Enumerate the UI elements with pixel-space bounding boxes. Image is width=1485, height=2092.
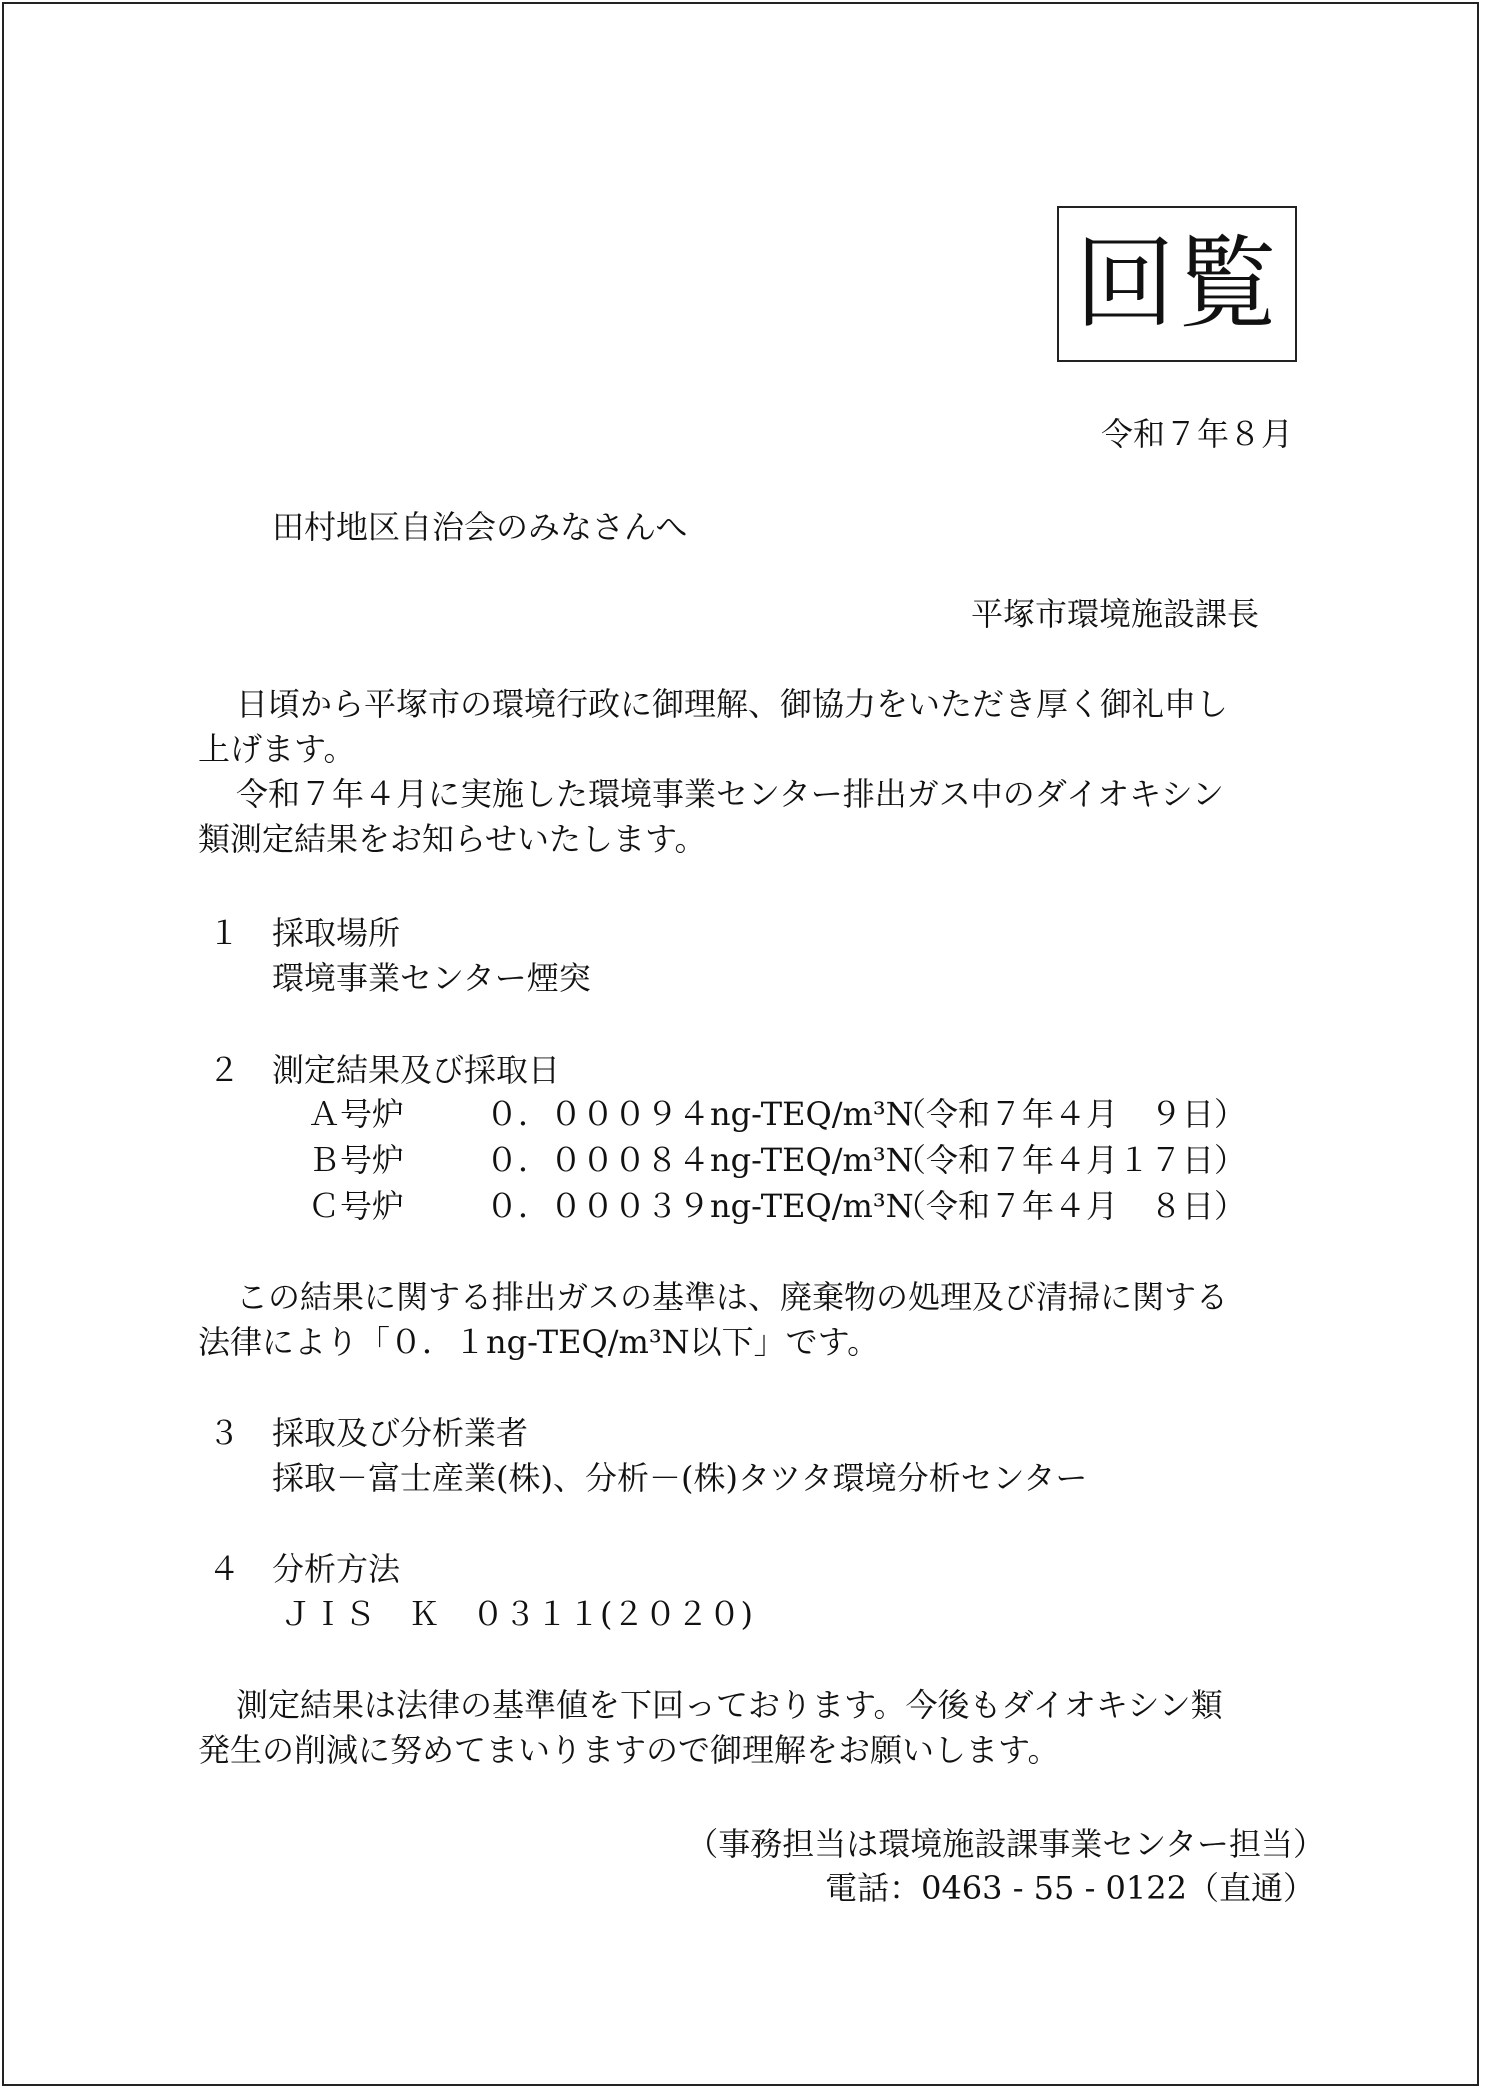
furnace-c-date: （令和７年４月 ８日） xyxy=(894,1187,1247,1225)
section-3-number: ３ xyxy=(208,1414,241,1452)
document-date: 令和７年８月 xyxy=(1100,415,1293,453)
section-4-content: ＪＩＳ Ｋ ０３１１(２０２０) xyxy=(280,1595,753,1633)
intro-line-2: 上げます。 xyxy=(198,730,356,768)
section-3-content: 採取－富士産業(株)、分析－(株)タツタ環境分析センター xyxy=(272,1459,1088,1497)
recipient: 田村地区自治会のみなさんへ xyxy=(272,508,688,546)
sender: 平塚市環境施設課長 xyxy=(970,595,1259,633)
section-3-heading: 採取及び分析業者 xyxy=(272,1414,529,1452)
furnace-b-value: ０．０００８４ng-TEQ/m³N xyxy=(486,1141,914,1179)
section-1-number: １ xyxy=(208,914,241,952)
standard-line-2: 法律により「０．１ng-TEQ/m³N以下」です。 xyxy=(198,1323,880,1361)
closing-line-2: 発生の削減に努めてまいりますので御理解をお願いします。 xyxy=(198,1731,1060,1769)
furnace-b-date: （令和７年４月１７日） xyxy=(894,1141,1247,1179)
section-2-number: ２ xyxy=(208,1051,241,1089)
furnace-a-value: ０．０００９４ng-TEQ/m³N xyxy=(486,1095,914,1133)
section-4-number: ４ xyxy=(208,1550,241,1588)
section-2-heading: 測定結果及び採取日 xyxy=(272,1051,561,1089)
furnace-c-value: ０．０００３９ng-TEQ/m³N xyxy=(486,1187,914,1225)
contact-office: （事務担当は環境施設課事業センター担当） xyxy=(686,1825,1325,1863)
contact-phone: 電話：0463 - 55 - 0122（直通） xyxy=(825,1869,1315,1907)
intro-line-4: 類測定結果をお知らせいたします。 xyxy=(198,820,707,858)
stamp-text: 回覧 xyxy=(1075,225,1279,342)
intro-line-3: 令和７年４月に実施した環境事業センター排出ガス中のダイオキシン xyxy=(236,775,1225,813)
section-1-content: 環境事業センター煙突 xyxy=(272,959,591,997)
standard-line-1: この結果に関する排出ガスの基準は、廃棄物の処理及び清掃に関する xyxy=(236,1278,1229,1316)
furnace-a-date: （令和７年４月 ９日） xyxy=(894,1095,1247,1133)
section-1-heading: 採取場所 xyxy=(272,914,401,952)
furnace-c-label: Ｃ号炉 xyxy=(308,1187,405,1225)
circulation-stamp xyxy=(1057,206,1297,362)
closing-line-1: 測定結果は法律の基準値を下回っております。今後もダイオキシン類 xyxy=(236,1686,1223,1724)
intro-line-1: 日頃から平塚市の環境行政に御理解、御協力をいただき厚く御礼申し xyxy=(236,685,1229,723)
furnace-a-label: Ａ号炉 xyxy=(308,1095,405,1133)
furnace-b-label: Ｂ号炉 xyxy=(308,1141,405,1179)
section-4-heading: 分析方法 xyxy=(272,1550,401,1588)
